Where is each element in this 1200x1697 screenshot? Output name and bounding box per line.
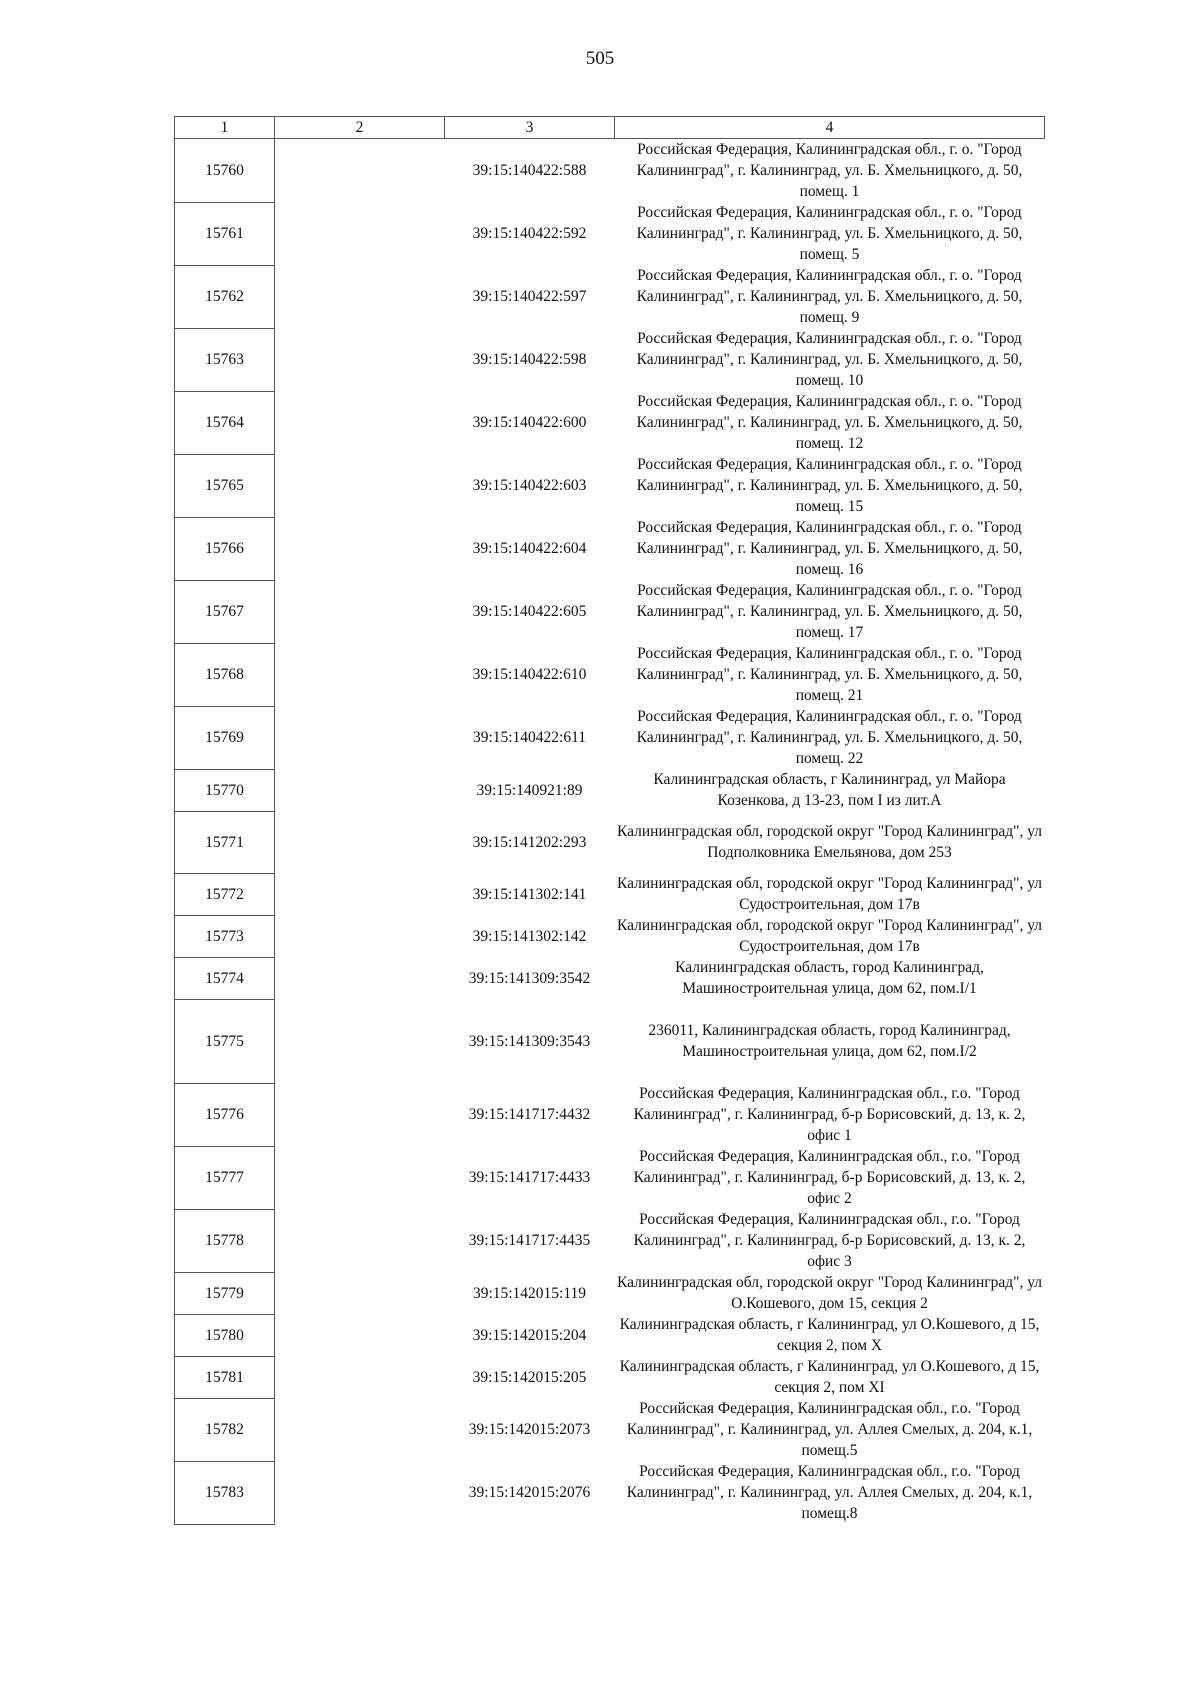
address: Российская Федерация, Калининградская обл., г. о. "Город Калининград", г. Калининград, ул. Б. Хмельницкого, д. 50, помещ. 10	[636, 330, 1023, 389]
cadastral-number: 39:15:140422:592	[472, 225, 587, 242]
cadastral-number: 39:15:140422:588	[472, 162, 587, 179]
cadastral-number: 39:15:141302:142	[472, 927, 587, 945]
cadastral-number: 39:15:142015:204	[472, 1326, 587, 1344]
row-number: 15760	[175, 139, 275, 203]
cadastral-number: 39:15:141717:4433	[468, 1169, 591, 1186]
address: Калининградская обл, городской округ "Город Калининград", ул Судостроительная, дом 17в	[616, 875, 1043, 913]
table-row	[175, 957, 1045, 999]
row-number: 15775	[175, 999, 275, 1083]
row-number: 15769	[175, 706, 275, 769]
table-body	[175, 139, 1045, 1525]
table-row	[175, 915, 1045, 957]
cadastral-number: 39:15:142015:2073	[468, 1421, 591, 1438]
table-row	[175, 706, 1045, 769]
address: Российская Федерация, Калининградская обл., г. о. "Город Калининград", г. Калининград, ул. Б. Хмельницкого, д. 50, помещ. 21	[636, 645, 1023, 704]
table-row	[175, 873, 1045, 915]
cadastral-number: 39:15:141309:3542	[468, 969, 591, 987]
header-col-2: 2	[275, 117, 445, 139]
row-number: 15778	[175, 1209, 275, 1272]
table-row	[175, 1146, 1045, 1209]
address: Калининградская область, г Калининград, ул О.Кошевого, д 15, секция 2, пом X	[619, 1316, 1040, 1354]
table-row	[175, 1398, 1045, 1461]
address: Российская Федерация, Калининградская обл., г. о. "Город Калининград", г. Калининград, ул. Б. Хмельницкого, д. 50, помещ. 16	[636, 519, 1023, 578]
header-col-1: 1	[175, 117, 275, 139]
row-number: 15774	[175, 957, 275, 999]
address: Калининградская область, город Калининград, Машиностроительная улица, дом 62, пом.I/1	[675, 959, 984, 997]
row-number: 15777	[175, 1146, 275, 1209]
row-number: 15764	[175, 391, 275, 454]
row-col2	[275, 1209, 445, 1272]
address: Российская Федерация, Калининградская обл., г.о. "Город Калининград", г. Калининград, б-р Борисовский, д. 13, к. 2, офис 1	[633, 1085, 1026, 1144]
header-col-3: 3	[445, 117, 615, 139]
row-number: 15772	[175, 873, 275, 915]
address: Российская Федерация, Калининградская обл., г. о. "Город Калининград", г. Калининград, ул. Б. Хмельницкого, д. 50, помещ. 15	[636, 456, 1023, 515]
address: Калининградская обл, городской округ "Город Калининград", ул Судостроительная, дом 17в	[616, 917, 1043, 955]
address: Калининградская область, г Калининград, ул Майора Козенкова, д 13-23, пом I из лит.А	[653, 771, 1006, 809]
row-number: 15766	[175, 517, 275, 580]
cadastral-number: 39:15:140422:600	[472, 414, 587, 431]
cadastral-number: 39:15:141309:3543	[468, 1032, 591, 1050]
row-col2	[275, 1272, 445, 1314]
row-col2	[275, 873, 445, 915]
row-number: 15761	[175, 202, 275, 265]
cadastral-number: 39:15:140422:597	[472, 288, 587, 305]
registry-table	[174, 116, 1045, 1525]
row-number: 15762	[175, 265, 275, 328]
cadastral-number: 39:15:142015:119	[472, 1284, 587, 1302]
table-row	[175, 811, 1045, 873]
address: Российская Федерация, Калининградская обл., г. о. "Город Калининград", г. Калининград, ул. Б. Хмельницкого, д. 50, помещ. 5	[636, 204, 1023, 263]
address: Российская Федерация, Калининградская обл., г. о. "Город Калининград", г. Калининград, ул. Б. Хмельницкого, д. 50, помещ. 22	[636, 708, 1023, 767]
address: Российская Федерация, Калининградская обл., г.о. "Город Калининград", г. Калининград, б-р Борисовский, д. 13, к. 2, офис 3	[633, 1211, 1026, 1270]
row-number: 15779	[175, 1272, 275, 1314]
cadastral-number: 39:15:140422:605	[472, 603, 587, 620]
row-number: 15773	[175, 915, 275, 957]
table-row	[175, 1209, 1045, 1272]
row-col2	[275, 769, 445, 811]
row-col2	[275, 957, 445, 999]
table-row	[175, 1272, 1045, 1314]
row-col2	[275, 1356, 445, 1398]
table-row	[175, 580, 1045, 643]
row-number: 15770	[175, 769, 275, 811]
address: Российская Федерация, Калининградская обл., г.о. "Город Калининград", г. Калининград, б-р Борисовский, д. 13, к. 2, офис 2	[633, 1148, 1026, 1207]
table-row	[175, 391, 1045, 454]
cadastral-number: 39:15:141717:4435	[468, 1232, 591, 1249]
table-row	[175, 517, 1045, 580]
table-row	[175, 1461, 1045, 1524]
address: Калининградская обл, городской округ "Город Калининград", ул Подполковника Емельянова, дом 253	[616, 823, 1043, 861]
page-number: 505	[585, 48, 615, 69]
row-col2	[275, 999, 445, 1083]
table-row	[175, 769, 1045, 811]
row-number: 15767	[175, 580, 275, 643]
address: Российская Федерация, Калининградская обл., г. о. "Город Калининград", г. Калининград, ул. Б. Хмельницкого, д. 50, помещ. 1	[636, 141, 1023, 200]
table-row	[175, 643, 1045, 706]
address: Российская Федерация, Калининградская обл., г. о. "Город Калининград", г. Калининград, ул. Б. Хмельницкого, д. 50, помещ. 9	[636, 267, 1023, 326]
row-col2	[275, 706, 445, 769]
cadastral-number: 39:15:141302:141	[472, 885, 587, 903]
address: Российская Федерация, Калининградская обл., г.о. "Город Калининград", г. Калининград, ул. Аллея Смелых, д. 204, к.1, помещ.5	[626, 1400, 1033, 1459]
row-col2	[275, 1083, 445, 1146]
cadastral-number: 39:15:141202:293	[472, 833, 587, 851]
row-col2	[275, 643, 445, 706]
table-row	[175, 999, 1045, 1083]
row-col2	[275, 454, 445, 517]
row-col2	[275, 265, 445, 328]
table-row	[175, 139, 1045, 203]
address: Российская Федерация, Калининградская обл., г. о. "Город Калининград", г. Калининград, ул. Б. Хмельницкого, д. 50, помещ. 12	[636, 393, 1023, 452]
row-number: 15783	[175, 1461, 275, 1524]
row-number: 15771	[175, 811, 275, 873]
table-row	[175, 454, 1045, 517]
header-col-4: 4	[615, 117, 1045, 139]
cadastral-number: 39:15:140921:89	[476, 781, 583, 799]
table-row	[175, 1083, 1045, 1146]
address: Российская Федерация, Калининградская обл., г. о. "Город Калининград", г. Калининград, ул. Б. Хмельницкого, д. 50, помещ. 17	[636, 582, 1023, 641]
row-number: 15765	[175, 454, 275, 517]
row-col2	[275, 580, 445, 643]
row-col2	[275, 328, 445, 391]
row-number: 15780	[175, 1314, 275, 1356]
row-col2	[275, 202, 445, 265]
row-col2	[275, 915, 445, 957]
row-number: 15782	[175, 1398, 275, 1461]
cadastral-number: 39:15:140422:611	[472, 729, 587, 746]
row-number: 15763	[175, 328, 275, 391]
cadastral-number: 39:15:140422:603	[472, 477, 587, 494]
cadastral-number: 39:15:142015:205	[472, 1368, 587, 1386]
row-col2	[275, 1146, 445, 1209]
address: Калининградская область, г Калининград, ул О.Кошевого, д 15, секция 2, пом XI	[619, 1358, 1040, 1396]
table-row	[175, 1356, 1045, 1398]
row-col2	[275, 811, 445, 873]
row-col2	[275, 1314, 445, 1356]
address: Калининградская обл, городской округ "Город Калининград", ул О.Кошевого, дом 15, секция 2	[616, 1274, 1043, 1312]
cadastral-number: 39:15:142015:2076	[468, 1484, 591, 1501]
table-row	[175, 1314, 1045, 1356]
address: Российская Федерация, Калининградская обл., г.о. "Город Калининград", г. Калининград, ул. Аллея Смелых, д. 204, к.1, помещ.8	[626, 1463, 1033, 1522]
row-col2	[275, 517, 445, 580]
row-col2	[275, 139, 445, 203]
row-col2	[275, 1461, 445, 1524]
table-row	[175, 265, 1045, 328]
header-row	[175, 117, 1045, 139]
cadastral-number: 39:15:140422:610	[472, 666, 587, 683]
row-number: 15776	[175, 1083, 275, 1146]
cadastral-number: 39:15:140422:598	[472, 351, 587, 368]
table-header	[175, 117, 1045, 139]
cadastral-number: 39:15:140422:604	[472, 540, 587, 557]
address: 236011, Калининградская область, город Калининград, Машиностроительная улица, дом 62, пом.I/2	[648, 1022, 1011, 1060]
cadastral-number: 39:15:141717:4432	[468, 1106, 591, 1123]
row-col2	[275, 1398, 445, 1461]
row-number: 15768	[175, 643, 275, 706]
row-col2	[275, 391, 445, 454]
table-row	[175, 202, 1045, 265]
table-row	[175, 328, 1045, 391]
row-number: 15781	[175, 1356, 275, 1398]
